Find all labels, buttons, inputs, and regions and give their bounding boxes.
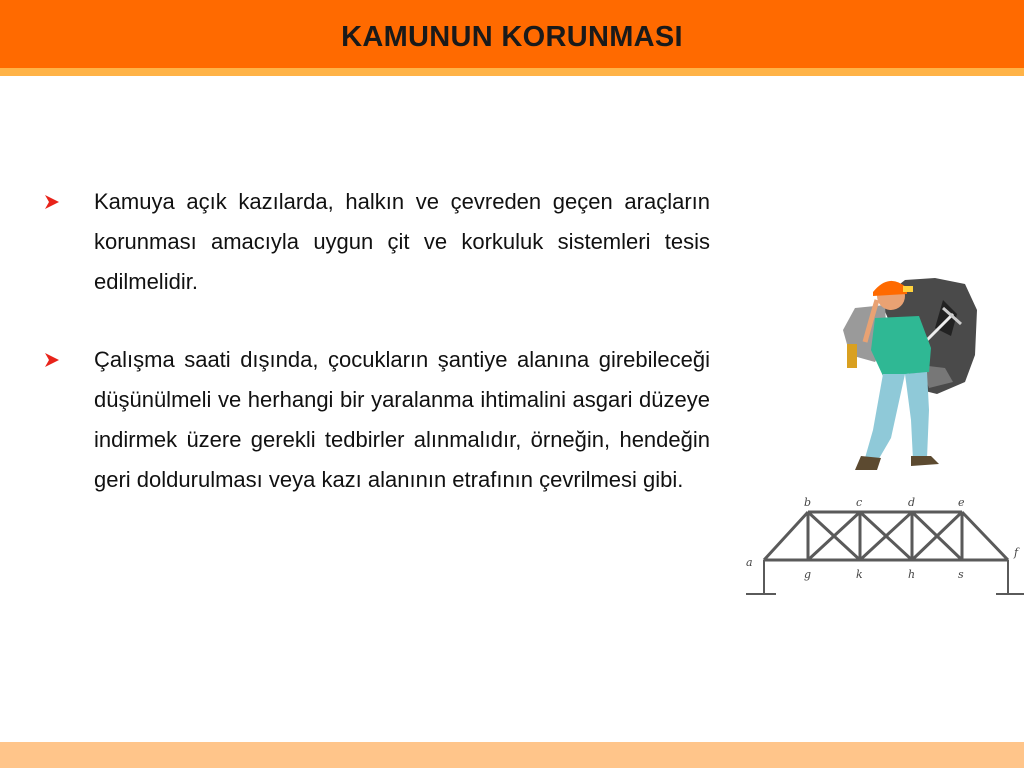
truss-label: g bbox=[804, 568, 812, 581]
bullet-item bbox=[44, 340, 710, 500]
truss-label: k bbox=[856, 568, 863, 581]
truss-label: a bbox=[746, 556, 753, 569]
truss-label: f bbox=[1014, 546, 1019, 559]
bullet-list bbox=[44, 182, 710, 500]
arrowhead-bullet-icon bbox=[44, 340, 70, 380]
bullet-text: Çalışma saati dışında, çocukların şantiye alanına girebileceği düşünülmeli ve herhangi bir yaralanma ihtimalini asgari düzeye indirmek üzere gerekli tedbirler alınmalıdır, örneğin, hendeğin geri doldurulması veya kazı alanının etrafının çevrilmesi gibi. bbox=[94, 347, 710, 492]
truss-label: b bbox=[804, 496, 812, 509]
bottom-bar bbox=[0, 742, 1024, 768]
truss-label: h bbox=[908, 568, 916, 581]
truss-label: s bbox=[958, 568, 964, 581]
truss-illustration bbox=[736, 490, 1024, 602]
worker-illustration bbox=[825, 270, 985, 485]
truss-label: d bbox=[908, 496, 916, 509]
arrowhead-bullet-icon bbox=[44, 182, 70, 222]
truss-label: e bbox=[958, 496, 965, 509]
truss-label: c bbox=[856, 496, 863, 509]
bullet-text: Kamuya açık kazılarda, halkın ve çevreden geçen araçların korunması amacıyla uygun çit ve korkuluk sistemleri tesis edilmelidir. bbox=[94, 189, 710, 294]
bullet-item bbox=[44, 182, 710, 302]
slide-title: KAMUNUN KORUNMASI bbox=[341, 21, 683, 53]
